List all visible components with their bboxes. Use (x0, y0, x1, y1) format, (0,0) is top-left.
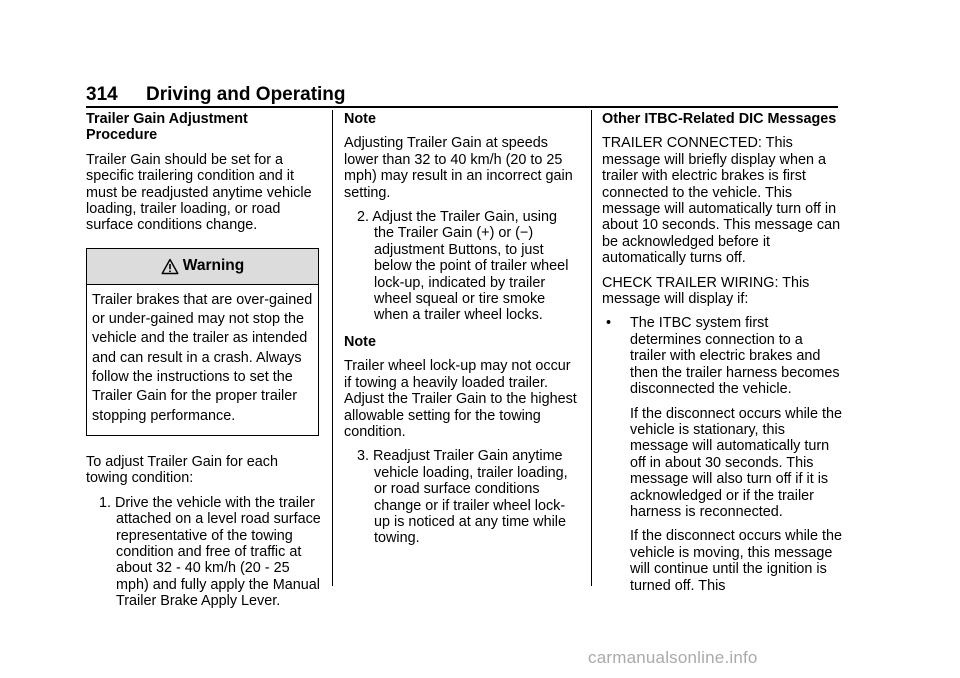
column-divider-1 (332, 110, 333, 586)
column-3 (602, 110, 842, 594)
note-1-label: Note (344, 111, 376, 127)
list-item (602, 315, 842, 397)
column-2 (344, 110, 580, 547)
bullet-marker: • (606, 315, 612, 332)
warning-box (86, 248, 319, 436)
warning-text: Trailer brakes that are over-gained or under-gained may not stop the vehicle and the trailer as intended and can result in a crash. Always follow the instructions to set the Trailer Gain for the proper trailer stopping performance. (92, 291, 313, 424)
moving-text: If the disconnect occurs while the vehicle is moving, this message will continue until the ignition is turned off. This (630, 528, 842, 594)
column-1 (86, 110, 322, 610)
intro-paragraph: Trailer Gain should be set for a specific trailering condition and it must be readjusted anytime vehicle loading, trailer loading, or road surface conditions change. (86, 151, 312, 234)
note-2-label: Note (344, 333, 376, 350)
header-rule (86, 106, 838, 108)
step-3: 3. Readjust Trailer Gain anytime vehicle loading, trailer loading, or road surface conditions change or if trailer wheel lock-up is noticed at any time while towing. (357, 448, 568, 547)
warning-icon (161, 258, 179, 275)
page-number: 314 (86, 84, 118, 105)
section-title: Driving and Operating (146, 84, 346, 105)
page-header (86, 82, 838, 106)
note-2-text: Trailer wheel lock-up may not occur if towing a heavily loaded trailer. Adjust the Trailer Gain to the highest allowable setting for the towing condition. (344, 358, 577, 440)
trailer-connected-text: TRAILER CONNECTED: This message will briefly display when a trailer with electric brakes is first connected to the vehicle. This message will automatically turn off in about 10 seconds. This message can be acknowledged before it automatically turns off. (602, 135, 841, 267)
warning-title: Warning (182, 257, 245, 275)
stationary-text: If the disconnect occurs while the vehicle is stationary, this message will automatically turn off in about 30 seconds. This message will also turn off if it is acknowledged or if the trailer harness is reconnected. (630, 405, 842, 520)
column-divider-2 (591, 110, 592, 586)
bullet-text: The ITBC system first determines connection to a trailer with electric brakes and then the trailer harness becomes disconnected the vehicle. (630, 315, 840, 398)
watermark: carmanualsonline.info (588, 648, 758, 667)
dic-messages-heading: Other ITBC-Related DIC Messages (602, 111, 837, 127)
step-1: 1. Drive the vehicle with the trailer attached on a level road surface representative of the towing condition and free of traffic at about 32 - 40 km/h (20 - 25 mph) and fully apply the Manual Trailer Brake Apply Lever. (99, 494, 321, 610)
warning-header (87, 249, 318, 285)
step-2: 2. Adjust the Trailer Gain, using the Trailer Gain (+) or (−) adjustment Buttons, to just below the point of trailer wheel lock-up, indicated by trailer wheel squeal or tire smoke when a trailer wheel locks. (357, 209, 569, 324)
check-wiring-intro: CHECK TRAILER WIRING: This message will display if: (602, 274, 810, 308)
adjust-intro: To adjust Trailer Gain for each towing condition: (86, 453, 278, 487)
note-1-text: Adjusting Trailer Gain at speeds lower than 32 to 40 km/h (20 to 25 mph) may result in an incorrect gain setting. (344, 135, 573, 201)
procedure-heading: Trailer Gain Adjustment Procedure (86, 111, 248, 144)
